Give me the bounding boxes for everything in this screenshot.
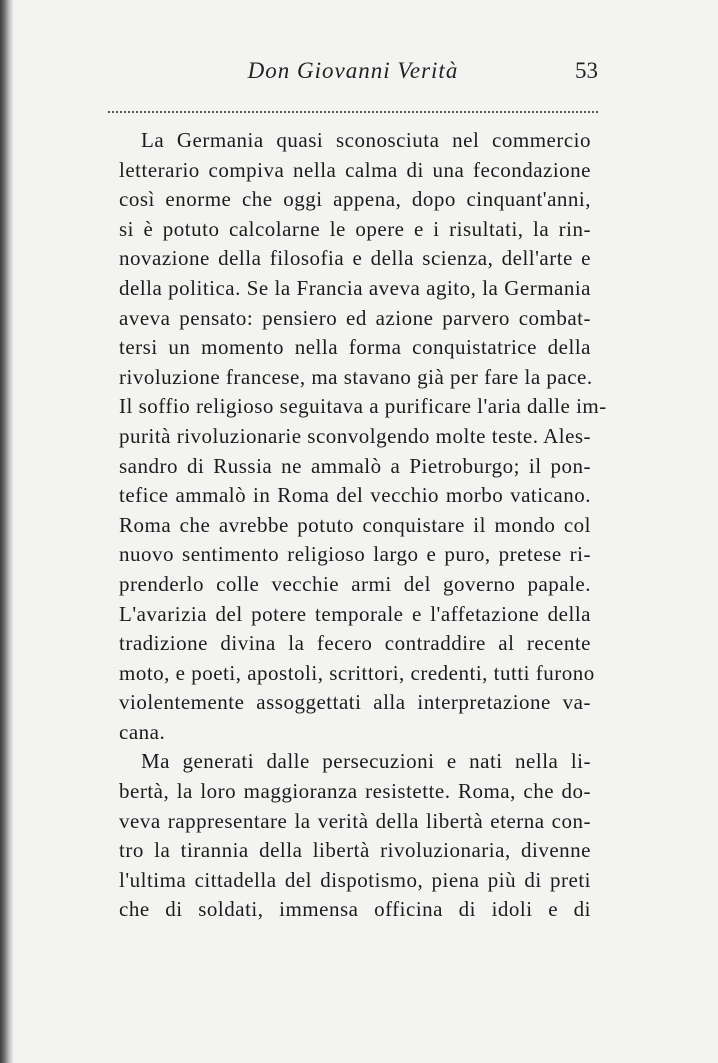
text-line: si è potuto calcolarne le opere e i risultati, la rin-	[119, 216, 591, 241]
text-line: L'avarizia del potere temporale e l'affetazione della	[119, 601, 591, 626]
text-line: moto, e poeti, apostoli, scrittori, credenti, tutti furono	[119, 660, 595, 685]
text-line: sandro di Russia ne ammalò a Pietroburgo; il pon-	[119, 453, 591, 478]
page-header	[108, 58, 598, 98]
text-line: bertà, la loro maggioranza resistette. Roma, che do-	[119, 779, 591, 804]
page-binding-shadow	[0, 0, 14, 1063]
running-title: Don Giovanni Verità	[247, 58, 459, 83]
text-line: l'ultima cittadella del dispotismo, piena più di preti	[119, 867, 591, 892]
text-line: veva rappresentare la verità della libertà eterna con-	[119, 808, 591, 833]
text-line: della politica. Se la Francia aveva agito, la Germania	[119, 275, 591, 300]
text-line: novazione della filosofia e della scienza, dell'arte e	[119, 246, 591, 271]
body-text	[119, 126, 607, 925]
text-line: nuovo sentimento religioso largo e puro, pretese ri-	[119, 542, 591, 567]
text-line: letterario compiva nella calma di una fecondazione	[119, 157, 591, 182]
text-line: tradizione divina la fecero contraddire al recente	[119, 631, 591, 656]
text-line: violentemente assoggettati alla interpretazione va-	[119, 690, 591, 715]
text-line: Il soffio religioso seguitava a purificare l'aria dalle im-	[119, 394, 607, 419]
text-line: purità rivoluzionarie sconvolgendo molte teste. Ales-	[119, 423, 592, 448]
page-number: 53	[575, 58, 598, 83]
text-line: La Germania quasi sconosciuta nel commercio	[141, 128, 591, 152]
header-dotted-rule	[108, 111, 598, 113]
text-line: Roma che avrebbe potuto conquistare il mondo col	[119, 512, 591, 537]
text-line: Ma generati dalle persecuzioni e nati nella li-	[141, 749, 591, 774]
text-line: tersi un momento nella forma conquistatrice della	[119, 335, 591, 360]
text-line: tefice ammalò in Roma del vecchio morbo vaticano.	[119, 483, 591, 508]
text-line: aveva pensato: pensiero ed azione parvero combat-	[119, 305, 591, 330]
text-line: cana.	[119, 719, 166, 744]
text-line: rivoluzione francese, ma stavano già per fare la pace.	[119, 364, 593, 389]
text-line: che di soldati, immensa officina di idoli e di	[119, 897, 591, 922]
text-line: tro la tirannia della libertà rivoluzionaria, divenne	[119, 838, 591, 863]
text-line: prenderlo colle vecchie armi del governo papale.	[119, 571, 591, 596]
text-line: così enorme che oggi appena, dopo cinquant'anni,	[119, 187, 591, 212]
